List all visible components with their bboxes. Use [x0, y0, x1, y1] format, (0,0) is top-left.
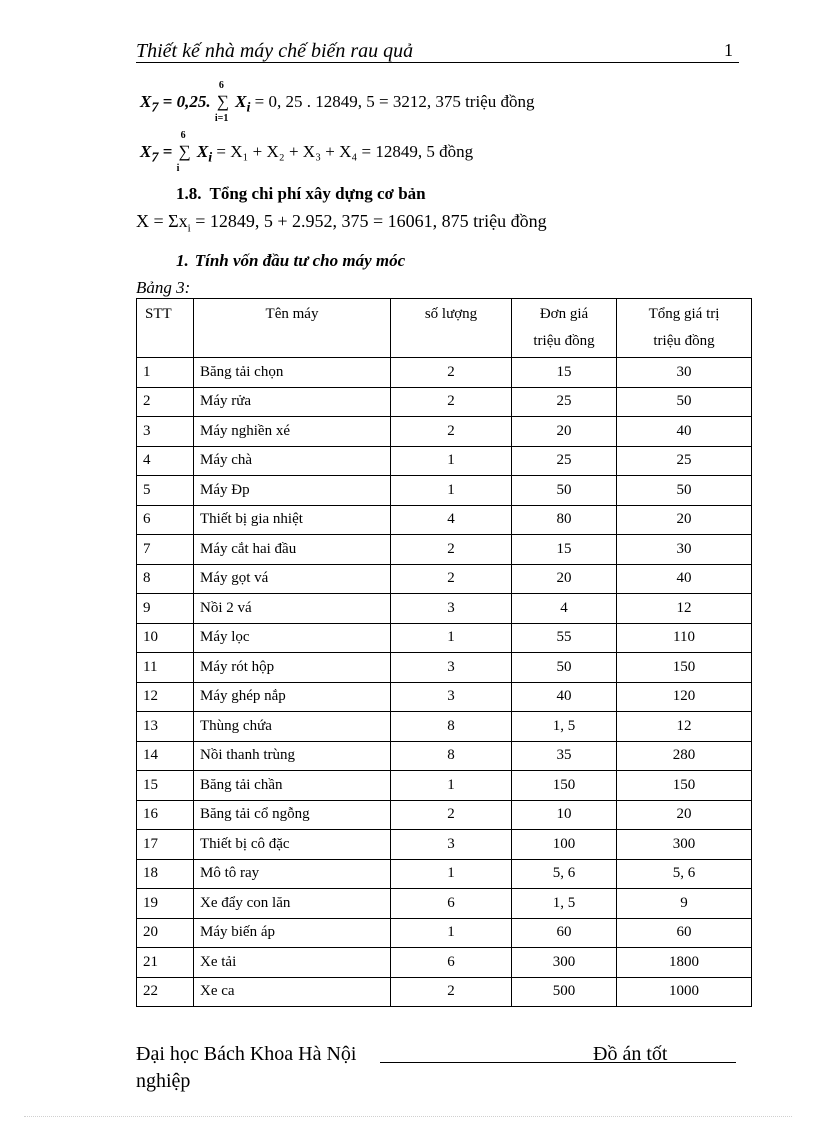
- table-row: [137, 948, 752, 978]
- cell-stt: 11: [137, 653, 194, 683]
- cell-name: Máy biến áp: [194, 918, 391, 948]
- formula-x7-percent: [140, 80, 535, 124]
- cell-name: Máy ghép nắp: [194, 682, 391, 712]
- cell-stt: 5: [137, 476, 194, 506]
- cell-stt: 6: [137, 505, 194, 535]
- cell-qty: 2: [391, 535, 512, 565]
- cell-price: 10: [512, 800, 617, 830]
- cell-qty: 1: [391, 771, 512, 801]
- cell-qty: 2: [391, 564, 512, 594]
- cell-stt: 14: [137, 741, 194, 771]
- cell-name: Máy nghiền xé: [194, 417, 391, 447]
- formula-lhs: $X_7$: [140, 142, 159, 166]
- formula-coef: = 0,25.: [162, 92, 211, 111]
- cell-stt: 1: [137, 358, 194, 388]
- cell-stt: 8: [137, 564, 194, 594]
- page-header-title: Thiết kế nhà máy chế biến rau quả: [136, 40, 414, 62]
- cell-price: 40: [512, 682, 617, 712]
- formula-term: $X_i$: [235, 92, 251, 116]
- cell-qty: 8: [391, 712, 512, 742]
- formula-rhs: = 0, 25 . 12849, 5 = 3212, 375 triệu đồng: [254, 92, 535, 111]
- cell-stt: 2: [137, 387, 194, 417]
- table-header-row: [137, 299, 752, 358]
- cell-stt: 9: [137, 594, 194, 624]
- cell-name: Băng tải chần: [194, 771, 391, 801]
- cell-stt: 21: [137, 948, 194, 978]
- cell-total: 20: [617, 800, 752, 830]
- section-title: Tính vốn đầu tư cho máy móc: [194, 251, 406, 270]
- cell-stt: 16: [137, 800, 194, 830]
- cell-name: Băng tải chọn: [194, 358, 391, 388]
- formula-lhs: $X_7$: [140, 92, 159, 116]
- footer-university: Đại học Bách Khoa Hà Nội: [136, 1043, 357, 1065]
- cell-total: 25: [617, 446, 752, 476]
- cell-price: 15: [512, 535, 617, 565]
- cell-total: 60: [617, 918, 752, 948]
- cell-price: 35: [512, 741, 617, 771]
- footer-rule: [380, 1062, 736, 1063]
- table-row: [137, 505, 752, 535]
- sigma-symbol: ∑ 6 i: [176, 130, 191, 174]
- cell-total: 1000: [617, 977, 752, 1007]
- cell-stt: 3: [137, 417, 194, 447]
- formula-x7-sum: [140, 130, 474, 174]
- header-stt: STT: [137, 299, 194, 358]
- sigma-symbol: ∑ 6 i=1: [214, 80, 229, 124]
- cell-qty: 1: [391, 859, 512, 889]
- cell-qty: 8: [391, 741, 512, 771]
- cell-stt: 19: [137, 889, 194, 919]
- cell-price: 50: [512, 476, 617, 506]
- cell-qty: 1: [391, 918, 512, 948]
- cell-total: 40: [617, 564, 752, 594]
- cell-name: Băng tải cổ ngỗng: [194, 800, 391, 830]
- cell-qty: 3: [391, 682, 512, 712]
- cell-name: Xe đẩy con lăn: [194, 889, 391, 919]
- cell-stt: 7: [137, 535, 194, 565]
- cell-name: Máy lọc: [194, 623, 391, 653]
- cell-total: 40: [617, 417, 752, 447]
- cell-price: 25: [512, 446, 617, 476]
- cell-name: Máy rót hộp: [194, 653, 391, 683]
- cell-price: 500: [512, 977, 617, 1007]
- cell-total: 280: [617, 741, 752, 771]
- section-number: 1.8.: [176, 184, 202, 203]
- formula-term: $X_i$: [196, 142, 213, 166]
- header-rule: [136, 62, 739, 63]
- cell-stt: 13: [137, 712, 194, 742]
- table-row: [137, 358, 752, 388]
- cell-stt: 20: [137, 918, 194, 948]
- cell-price: 1, 5: [512, 712, 617, 742]
- cell-total: 9: [617, 889, 752, 919]
- table-row: [137, 623, 752, 653]
- cell-name: Nồi 2 vá: [194, 594, 391, 624]
- cell-price: 50: [512, 653, 617, 683]
- cell-price: 4: [512, 594, 617, 624]
- cell-price: 55: [512, 623, 617, 653]
- header-total: Tổng giá trị triệu đồng: [617, 299, 752, 358]
- cell-total: 120: [617, 682, 752, 712]
- cell-stt: 12: [137, 682, 194, 712]
- page-edge-divider: [24, 1116, 792, 1117]
- cell-name: Thiết bị gia nhiệt: [194, 505, 391, 535]
- section-heading-1-8: [176, 178, 426, 204]
- cell-qty: 6: [391, 948, 512, 978]
- cell-total: 150: [617, 771, 752, 801]
- cell-name: Xe ca: [194, 977, 391, 1007]
- cell-name: Xe tải: [194, 948, 391, 978]
- cell-total: 110: [617, 623, 752, 653]
- cell-qty: 2: [391, 800, 512, 830]
- cell-name: Máy gọt vá: [194, 564, 391, 594]
- cell-stt: 18: [137, 859, 194, 889]
- table-row: [137, 653, 752, 683]
- table-row: [137, 594, 752, 624]
- table-row: [137, 387, 752, 417]
- cell-price: 1, 5: [512, 889, 617, 919]
- cell-qty: 2: [391, 358, 512, 388]
- table-row: [137, 889, 752, 919]
- cell-name: Máy cắt hai đầu: [194, 535, 391, 565]
- table-row: [137, 564, 752, 594]
- table-caption: Bảng 3:: [136, 278, 191, 297]
- machinery-cost-table: [136, 298, 752, 1007]
- page-number: 1: [724, 40, 733, 60]
- cell-name: Thùng chứa: [194, 712, 391, 742]
- footer-project-continuation: nghiệp: [136, 1070, 191, 1092]
- table-row: [137, 830, 752, 860]
- cell-qty: 1: [391, 476, 512, 506]
- cell-qty: 3: [391, 653, 512, 683]
- table-row: [137, 417, 752, 447]
- cell-total: 30: [617, 535, 752, 565]
- cell-qty: 3: [391, 594, 512, 624]
- total-sum-formula: $X = \Sigma x_i = 12849$, 5 + 2.952, 375 = 16061, 875 triệu đồng: [136, 211, 547, 235]
- table-row: [137, 918, 752, 948]
- cell-name: Máy rửa: [194, 387, 391, 417]
- cell-total: 50: [617, 476, 752, 506]
- cell-qty: 6: [391, 889, 512, 919]
- section-heading-machinery: [176, 246, 405, 271]
- cell-total: 1800: [617, 948, 752, 978]
- cell-total: 5, 6: [617, 859, 752, 889]
- header-name: Tên máy: [194, 299, 391, 358]
- header-price: Đơn giá triệu đồng: [512, 299, 617, 358]
- cell-qty: 3: [391, 830, 512, 860]
- cell-price: 60: [512, 918, 617, 948]
- cell-stt: 10: [137, 623, 194, 653]
- formula-rhs: = X₁ + X₂ + X₃ + X₄ = 12849, 5 đồng: [216, 142, 474, 161]
- cell-name: Máy Đp: [194, 476, 391, 506]
- header-qty: số lượng: [391, 299, 512, 358]
- cell-total: 12: [617, 594, 752, 624]
- section-number: 1.: [176, 251, 189, 270]
- section-title: Tổng chi phí xây dựng cơ bản: [209, 184, 426, 203]
- cell-price: 25: [512, 387, 617, 417]
- table-row: [137, 771, 752, 801]
- cell-price: 80: [512, 505, 617, 535]
- table-row: [137, 446, 752, 476]
- cell-total: 12: [617, 712, 752, 742]
- footer-project: Đồ án tốt: [593, 1043, 668, 1065]
- cell-price: 5, 6: [512, 859, 617, 889]
- table-row: [137, 682, 752, 712]
- table-row: [137, 859, 752, 889]
- cell-price: 20: [512, 417, 617, 447]
- cell-price: 300: [512, 948, 617, 978]
- cell-stt: 15: [137, 771, 194, 801]
- cell-total: 20: [617, 505, 752, 535]
- cell-total: 150: [617, 653, 752, 683]
- cell-stt: 22: [137, 977, 194, 1007]
- cell-total: 300: [617, 830, 752, 860]
- cell-name: Máy chà: [194, 446, 391, 476]
- table-row: [137, 712, 752, 742]
- table-row: [137, 977, 752, 1007]
- cell-name: Mô tô ray: [194, 859, 391, 889]
- cell-name: Thiết bị cô đặc: [194, 830, 391, 860]
- cell-qty: 1: [391, 623, 512, 653]
- cell-price: 15: [512, 358, 617, 388]
- cell-stt: 4: [137, 446, 194, 476]
- cell-qty: 2: [391, 417, 512, 447]
- cell-total: 30: [617, 358, 752, 388]
- cell-stt: 17: [137, 830, 194, 860]
- table-row: [137, 741, 752, 771]
- table-row: [137, 535, 752, 565]
- cell-qty: 4: [391, 505, 512, 535]
- cell-total: 50: [617, 387, 752, 417]
- cell-price: 100: [512, 830, 617, 860]
- cell-qty: 2: [391, 977, 512, 1007]
- table-row: [137, 800, 752, 830]
- cell-qty: 1: [391, 446, 512, 476]
- formula-eq: =: [162, 142, 173, 161]
- cell-price: 150: [512, 771, 617, 801]
- cell-name: Nồi thanh trùng: [194, 741, 391, 771]
- cell-qty: 2: [391, 387, 512, 417]
- cell-price: 20: [512, 564, 617, 594]
- table-row: [137, 476, 752, 506]
